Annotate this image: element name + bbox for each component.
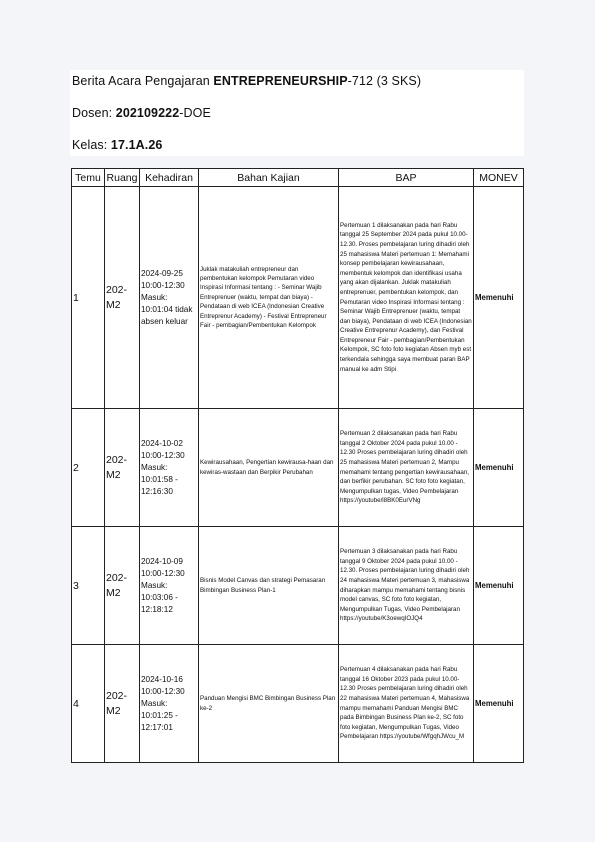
- table-row: [72, 409, 524, 527]
- col-header-ruang: Ruang: [105, 169, 140, 187]
- col-header-monev: MONEV: [474, 169, 524, 187]
- attendance-cell: [140, 187, 199, 409]
- attendance-line: Masuk:: [141, 292, 168, 302]
- attendance-cell: [140, 645, 199, 763]
- bahan-kajian-cell: Juklak matakuliah entrepreneur dan pembentukan kelompok Pemutaran video Inspirasi Informasi tentang : - Seminar Wajib Entreprenuer (waktu, tempat dan biaya) - Pendataan di web ICEA (Indonesian Creative Entreprenur Academy) - Festival Entrepreneur Fair - pembagian/Pembentukan Kelompok: [199, 187, 339, 409]
- room-cell: 202-M2: [105, 645, 140, 763]
- table-header-row: [72, 169, 524, 187]
- attendance-line: 10:01:25 - 12:17:01: [141, 710, 178, 732]
- document-title: Berita Acara Pengajaran ENTREPRENEURSHIP-712 (3 SKS): [72, 74, 422, 88]
- lecturer-line: Dosen: 202109222-DOE: [72, 106, 211, 120]
- attendance-line: 10:00-12:30: [141, 568, 185, 578]
- bap-cell: Pertemuan 1 dilaksanakan pada hari Rabu tanggal 25 September 2024 pada pukul 10.00-12.30. Proses pembelajaran luring dihadiri oleh 25 mahasiswa Materi pertemuan 1: Memahami konsep pembelajaran kewirausahaan, membentuk kelompok dan identifikasi usaha yang akan dijalankan. Juklak matakuliah entreprenuer, pembentukan kelompok, dan Pemutaran video Inspirasi Informasi tentang : Seminar Wajib Entreprenuer (waktu, tempat dan biaya), Pendataan di web ICEA (Indonesian Creative Entreprenur Academy), dan Festival Entrepreneur Fair - pembagian/Pembentukan Kelompok, SC foto foto kegiatan Absen myb est terkendala sehingga saya membuat paran BAP manual ke adm Stipi: [339, 187, 474, 409]
- attendance-line: Masuk:: [141, 580, 168, 590]
- bahan-kajian-cell: Kewirausahaan, Pengertian kewirausa-haan dan kewiras-wastaan dan Berpikir Perubahan: [199, 409, 339, 527]
- attendance-cell: [140, 409, 199, 527]
- room-cell: 202-M2: [105, 527, 140, 645]
- class-line: Kelas: 17.1A.26: [72, 138, 163, 152]
- meeting-number: 1: [72, 187, 105, 409]
- bap-cell: Pertemuan 4 dilaksanakan pada hari Rabu tanggal 16 Oktober 2023 pada pukul 10.00-12.30 Proses pembelajaran luring dihadiri oleh 22 mahasiswa Materi pertemuan 4, Mahasiswa mampu memahami Panduan Mengisi BMC pada Bimbingan Business Plan ke-2, SC foto foto kegiatan, Mengumpulkan Tugas, Video Pembelajaran https://youtube/WfgqhJWcu_M: [339, 645, 474, 763]
- bap-cell: Pertemuan 3 dilaksanakan pada hari Rabu tanggal 9 Oktober 2024 pada pukul 10.00 - 12.30. Proses pembelajaran luring dihadiri oleh 24 mahasiswa Materi pertemuan 3, mahasiswa diharapkan mampu memahami tentang bisnis model canvas, SC foto foto kegiatan, Mengumpulkan Tugas, Video Pembelajaran https://youtube/K3oewqIOJQ4: [339, 527, 474, 645]
- course-name: ENTREPRENEURSHIP: [213, 74, 348, 88]
- col-header-bahan-kajian: Bahan Kajian: [199, 169, 339, 187]
- meeting-number: 2: [72, 409, 105, 527]
- bahan-kajian-cell: Panduan Mengisi BMC Bimbingan Business Plan ke-2: [199, 645, 339, 763]
- meeting-number: 4: [72, 645, 105, 763]
- bahan-kajian-cell: Bisnis Model Canvas dan strategi Pemasaran Bimbingan Business Plan-1: [199, 527, 339, 645]
- attendance-line: 10:03:06 - 12:18:12: [141, 592, 178, 614]
- attendance-line: 2024-10-16: [141, 674, 183, 684]
- document-header: [70, 70, 524, 156]
- attendance-line: 10:00-12:30: [141, 686, 185, 696]
- bap-table: [71, 168, 524, 763]
- monev-status: Memenuhi: [474, 645, 524, 763]
- meeting-number: 3: [72, 527, 105, 645]
- attendance-line: Masuk:: [141, 462, 168, 472]
- attendance-line: 2024-10-09: [141, 556, 183, 566]
- attendance-line: 10:00-12:30: [141, 280, 185, 290]
- monev-status: Memenuhi: [474, 187, 524, 409]
- attendance-line: 10:01:04 tidak absen keluar: [141, 304, 193, 326]
- room-cell: 202-M2: [105, 187, 140, 409]
- table-row: [72, 527, 524, 645]
- col-header-kehadiran: Kehadiran: [140, 169, 199, 187]
- attendance-line: 10:01:58 - 12:16:30: [141, 474, 178, 496]
- attendance-line: Masuk:: [141, 698, 168, 708]
- attendance-line: 2024-10-02: [141, 438, 183, 448]
- monev-status: Memenuhi: [474, 527, 524, 645]
- attendance-line: 2024-09-25: [141, 268, 183, 278]
- col-header-temu: Temu: [72, 169, 105, 187]
- bap-cell: Pertemuan 2 dilaksanakan pada hari Rabu tanggal 2 Oktober 2024 pada pukul 10.00 - 12.30 Proses pembelajaran luring dihadiri oleh 25 mahasiswa Materi pertemuan 2, Mampu memahami tentang pengertian kewirausahaan, dan berfikir perubahan. SC foto foto kegiatan, Mengumpulkan tugas, Video Pembelajaran https://youtube/l8BK0EurVNg: [339, 409, 474, 527]
- table-row: [72, 645, 524, 763]
- room-cell: 202-M2: [105, 409, 140, 527]
- attendance-cell: [140, 527, 199, 645]
- col-header-bap: BAP: [339, 169, 474, 187]
- class-value: 17.1A.26: [110, 138, 163, 152]
- lecturer-id: 202109222: [115, 106, 180, 120]
- attendance-line: 10:00-12:30: [141, 450, 185, 460]
- table-row: [72, 187, 524, 409]
- monev-status: Memenuhi: [474, 409, 524, 527]
